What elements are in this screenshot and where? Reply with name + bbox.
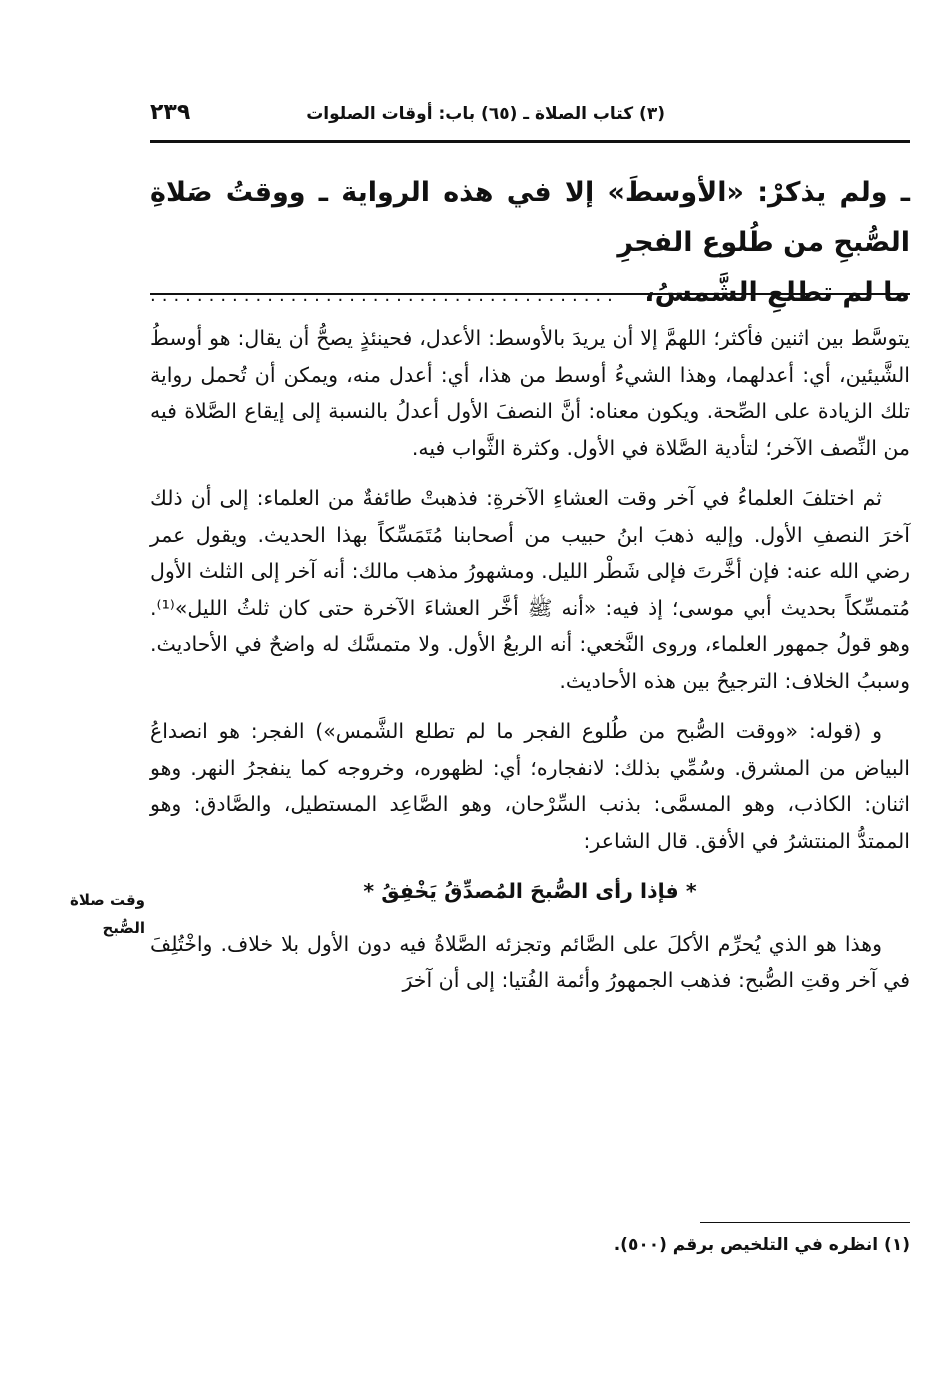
hadith-text	[150, 168, 910, 321]
section-rule	[150, 293, 910, 295]
footnote: (١) انظره في التلخيص برقم (٥٠٠).	[613, 1235, 910, 1255]
paragraph-4: وهذا هو الذي يُحرِّم الأكلَ على الصَّائم وتجزئه الصَّلاةُ فيه دون الأول بلا خلاف. واخْتُلِفَ في آخر وقتِ الصُّبح: فذهب الجمهورُ وأئمة الفُتيا: إلى أن آخرَ	[150, 931, 910, 992]
hadith-dots: ........................................	[150, 285, 619, 306]
page-number: ٢٣٩	[150, 100, 191, 125]
footnote-rule	[700, 1222, 910, 1223]
hadith-line-2-text: ما لم تطلعِ الشَّمسُ،	[644, 277, 910, 308]
paragraph-3: و (قوله: «ووقت الصُّبح من طُلوع الفجر ما لم تطلع الشَّمس») الفجر: هو انصداعُ البياض من المشرق. وسُمِّي بذلك: لانفجاره؛ أي: لظهوره، وخروجه كما ينفجرُ النهر. وهو اثنان: الكاذب، وهو المسمَّى: بذنب السِّرْحان، وهو الصَّاعِد المستطيل، والصَّادق: وهو الممتدُّ المنتشرُ في الأفق. قال الشاعر:	[150, 719, 910, 853]
running-title: (٣) كتاب الصلاة ـ (٦٥) باب: أوقات الصلوات	[306, 104, 665, 124]
header-rule	[150, 140, 910, 143]
page-header	[150, 100, 910, 134]
paragraph-2: ثم اختلفَ العلماءُ في آخر وقت العشاءِ الآخرةِ: فذهبتْ طائفةٌ من العلماء: إلى أن ذلك آخرَ النصفِ الأول. وإليه ذهبَ ابنُ حبيب من أصحابنا مُتَمَسِّكاً بهذا الحديث. ويقول عمر رضي الله عنه: فإن أخَّرتَ فإلى شَطْر الليل. ومشهورُ مذهب مالك: أنه آخر إلى الثلث الأول مُتمسِّكاً بحديث أبي موسى؛ إذ فيه: «أنه ﷺ أخَّر العشاءَ الآخرة حتى كان ثلثُ الليل»⁽¹⁾. وهو قولُ جمهور العلماء، وروى النَّخعي: أنه الربعُ الأول. ولا متمسَّك له واضحٌ في الأحاديث. وسببُ الخلاف: الترجيحُ بين هذه الأحاديث.	[150, 486, 910, 693]
hadith-line-1: ـ ولم يذكرْ: «الأوسطَ» إلا في هذه الرواية ـ ووقتُ صَلاةِ الصُّبحِ من طُلوع الفجرِ	[150, 177, 910, 258]
margin-note: وقت صلاة الصُّبح	[70, 891, 145, 937]
poetry-verse: * فإذا رأى الصُّبحَ المُصدِّقُ يَخْفِقُ *	[363, 879, 697, 903]
paragraph-1: يتوسَّط بين اثنين فأكثر؛ اللهمَّ إلا أن يريدَ بالأوسط: الأعدل، فحينئذٍ يصحُّ أن يقال: هو أوسطُ الشَّيئين، أي: أعدلهما، وهذا الشيءُ أوسط من هذا، أي: أعدل منه، ويمكن أن تُحمل رواية تلك الزيادة على الصِّحة. ويكون معناه: أنَّ النصفَ الأول أعدلُ بالنسبة إلى إيقاع الصَّلاة فيه من النِّصف الآخر؛ لتأدية الصَّلاة في الأول. وكثرة الثَّواب فيه.	[150, 326, 910, 460]
commentary-body	[150, 320, 910, 1013]
